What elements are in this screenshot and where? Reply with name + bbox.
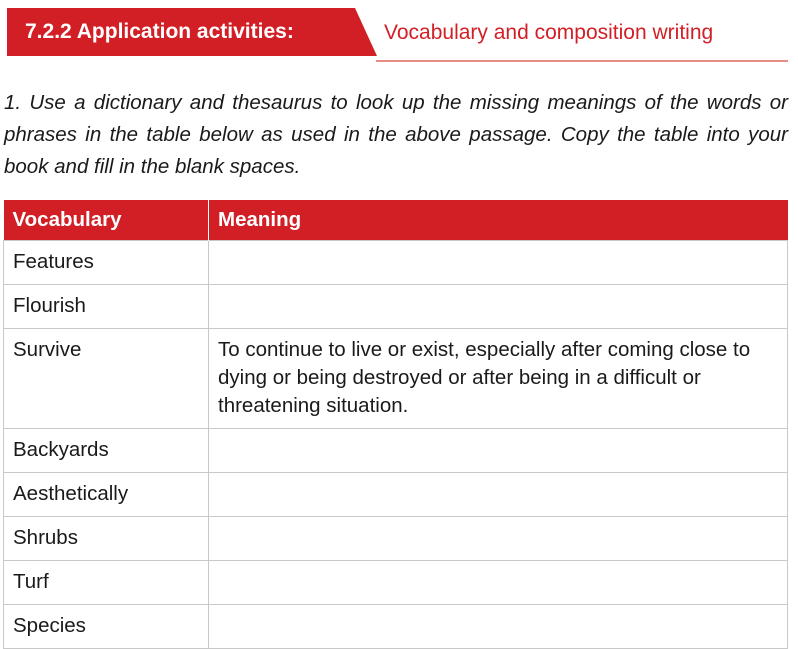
table-header-row — [4, 200, 788, 241]
column-header-vocabulary: Vocabulary — [4, 200, 209, 241]
meaning-cell — [209, 473, 788, 517]
vocabulary-cell: Survive — [4, 329, 209, 429]
vocabulary-cell: Aesthetically — [4, 473, 209, 517]
vocabulary-cell: Flourish — [4, 285, 209, 329]
vocabulary-cell: Backyards — [4, 429, 209, 473]
meaning-cell — [209, 605, 788, 649]
table-row — [4, 285, 788, 329]
vocabulary-cell: Species — [4, 605, 209, 649]
meaning-cell — [209, 517, 788, 561]
table-row — [4, 561, 788, 605]
section-label-tab — [7, 8, 377, 56]
section-label: 7.2.2 Application activities: — [25, 20, 294, 43]
table-row — [4, 429, 788, 473]
meaning-cell: To continue to live or exist, especially after coming close to dying or being destroyed or after being in a difficult or threatening situation. — [209, 329, 788, 429]
table-row — [4, 241, 788, 285]
vocabulary-table — [3, 200, 788, 649]
vocabulary-cell: Shrubs — [4, 517, 209, 561]
vocabulary-cell: Turf — [4, 561, 209, 605]
vocabulary-cell: Features — [4, 241, 209, 285]
meaning-cell — [209, 429, 788, 473]
section-subtitle: Vocabulary and composition writing — [384, 21, 714, 44]
meaning-cell — [209, 285, 788, 329]
table-row — [4, 605, 788, 649]
header-underline — [376, 60, 788, 62]
table-row — [4, 329, 788, 429]
table-row — [4, 517, 788, 561]
column-header-meaning: Meaning — [209, 200, 788, 241]
meaning-cell — [209, 561, 788, 605]
section-header — [0, 0, 798, 64]
meaning-cell — [209, 241, 788, 285]
activity-instruction: 1. Use a dictionary and thesaurus to look up the missing meanings of the words or phrases in the table below as used in the above passage. Copy the table into your book and fill in the blank spaces. — [4, 91, 788, 178]
table-row — [4, 473, 788, 517]
